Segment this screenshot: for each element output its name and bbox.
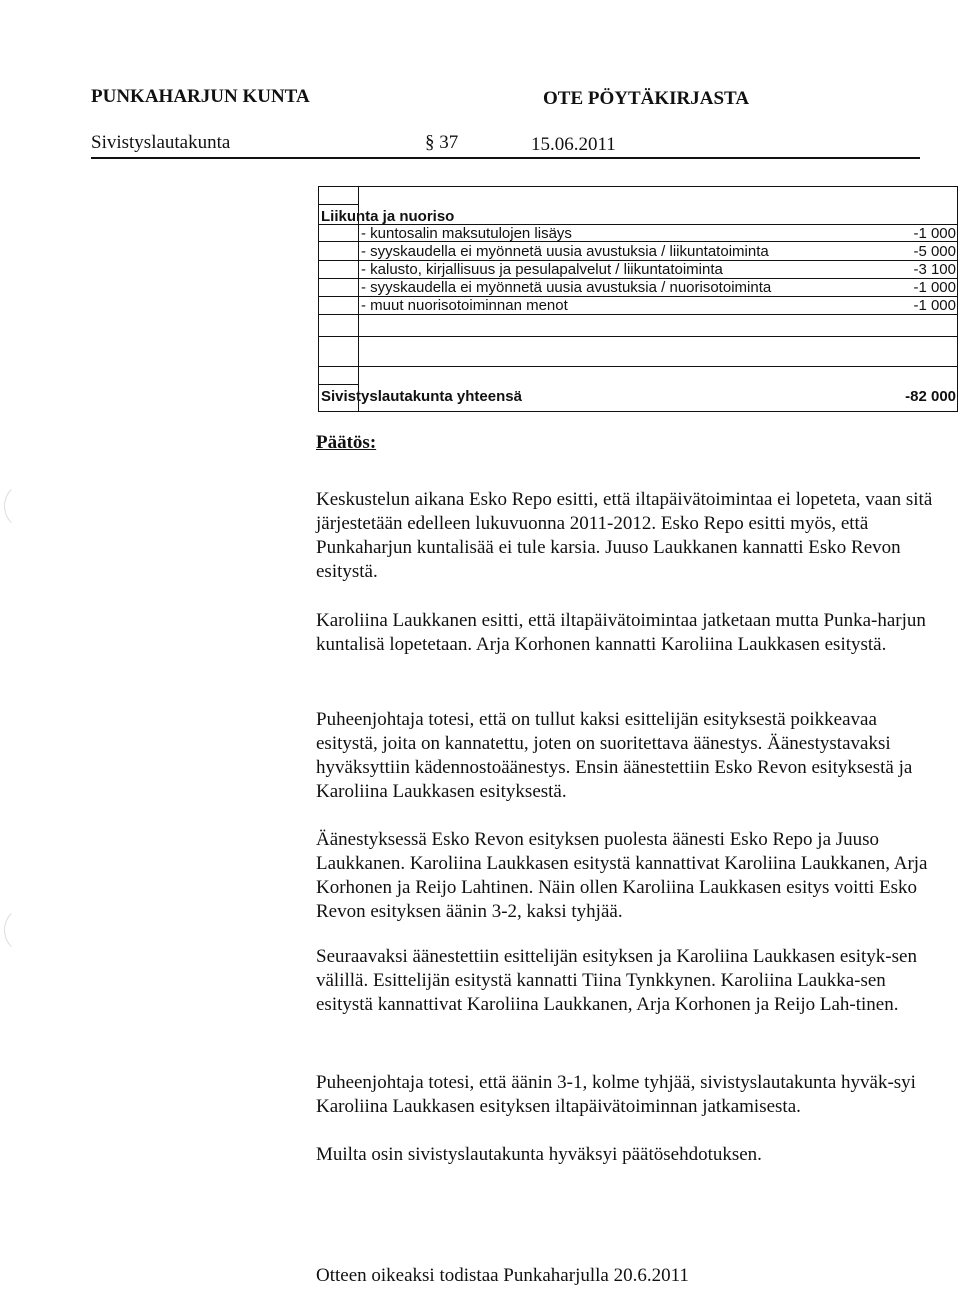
committee-name: Sivistyslautakunta [91,132,231,153]
section-number: § 37 [425,132,459,153]
document-type: OTE PÖYTÄKIRJASTA [543,88,750,109]
row-label: - kuntosalin maksutulojen lisäys [361,225,572,242]
paragraph: Puheenjohtaja totesi, että äänin 3-1, kolme tyhjää, sivistyslautakunta hyväk-syi Karoliina Laukkasen esityksen iltapäivätoiminnan jatkamisesta. [316,1072,916,1117]
row-amount: -3 100 [913,261,956,278]
row-amount: -1 000 [913,297,956,314]
row-amount: -1 000 [913,225,956,242]
total-label: Sivistyslautakunta yhteensä [321,388,522,405]
paragraph: Seuraavaksi äänestettiin esittelijän esityksen ja Karoliina Laukkasen esityk-sen välillä. Esittelijän esitystä kannatti Tiina Tynkkynen. Karoliina Laukka-sen esitystä kannattivat Karoliina Laukkanen, Arja Korhonen ja Reijo Lah-tinen. [316,946,917,1015]
punch-hole-mark [4,906,52,954]
paragraph: Puheenjohtaja totesi, että on tullut kaksi esittelijän esityksestä poikkeavaa esitystä, joita on kannatettu, joten on suoritettava äänestys. Äänestystavaksi hyväksyttiin kädennostoäänestys. Ensin äänestettiin Esko Revon esityksestä ja Karoliina Laukkasen esityksestä. [316,709,913,802]
punch-hole-mark [4,482,52,530]
row-label: - kalusto, kirjallisuus ja pesulapalvelut / liikuntatoiminta [361,261,723,278]
municipality-name: PUNKAHARJUN KUNTA [91,86,310,107]
paragraph: Keskustelun aikana Esko Repo esitti, että iltapäivätoimintaa ei lopeteta, vaan sitä järjestetään edelleen lukuvuonna 2011-2012. Esko Repo esitti myös, että Punkaharjun kuntalisää ei tule karsia. Juuso Laukkanen kannatti Esko Revon esitystä. [316,489,933,582]
meeting-date: 15.06.2011 [531,134,616,155]
header-rule [91,157,920,159]
paragraph: Muilta osin sivistyslautakunta hyväksyi päätösehdotuksen. [316,1144,762,1165]
row-amount: -1 000 [913,279,956,296]
row-label: - muut nuorisotoiminnan menot [361,297,568,314]
paragraph: Karoliina Laukkanen esitti, että iltapäivätoimintaa jatketaan mutta Punka-harjun kuntalisä lopetetaan. Arja Korhonen kannatti Karoliina Laukkasen esitystä. [316,610,926,655]
row-label: - syyskaudella ei myönnetä uusia avustuksia / nuorisotoiminta [361,279,772,296]
total-amount: -82 000 [905,388,956,405]
decision-heading: Päätös: [316,432,377,453]
certification-line: Otteen oikeaksi todistaa Punkaharjulla 20.6.2011 [316,1265,689,1286]
group-title: Liikunta ja nuoriso [321,208,455,225]
paragraph: Äänestyksessä Esko Revon esityksen puolesta äänesti Esko Repo ja Juuso Laukkanen. Karoliina Laukkasen esitystä kannattivat Karoliina Laukkanen, Arja Korhonen ja Reijo Lahtinen. Näin ollen Karoliina Laukkasen esitys voitti Esko Revon esityksen äänin 3-2, kaksi tyhjää. [316,829,928,922]
budget-table [318,186,958,412]
row-label: - syyskaudella ei myönnetä uusia avustuksia / liikuntatoiminta [361,243,769,260]
row-amount: -5 000 [913,243,956,260]
